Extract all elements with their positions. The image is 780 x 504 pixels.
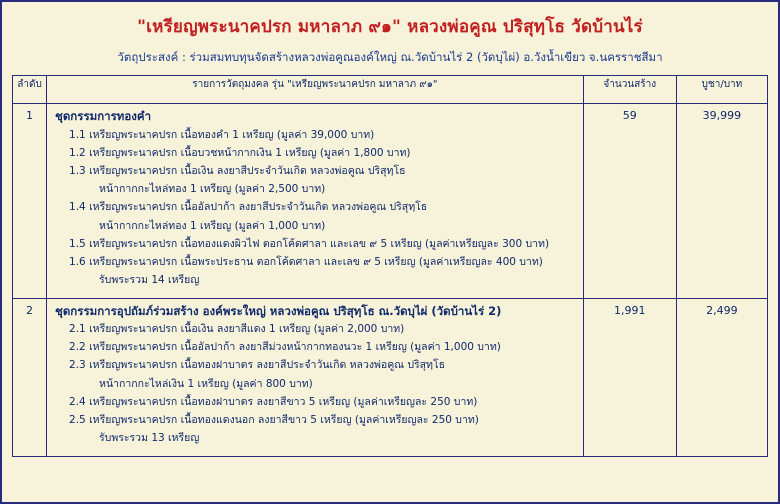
amulet-list-table	[12, 75, 768, 457]
column-header-no: ลำดับ	[13, 76, 47, 104]
table-body	[13, 104, 768, 457]
list-item: 2.3 เหรียญพระนาคปรก เนื้อทองฝาบาตร ลงยาสีประจำวันเกิด หลวงพ่อคูณ ปริสุทฺโธ	[69, 359, 446, 372]
row-quantity: 59	[583, 104, 676, 298]
list-item: 2.2 เหรียญพระนาคปรก เนื้ออัลปาก้า ลงยาสีม่วงหน้ากากทองนวะ 1 เหรียญ (มูลค่า 1,000 บาท)	[69, 341, 501, 354]
table-header-row	[13, 76, 768, 104]
row-description	[47, 298, 584, 456]
row-group-title: ชุดกรรมการอุปถัมภ์ร่วมสร้าง องค์พระใหญ่ หลวงพ่อคูณ ปริสุทฺโธ ณ.วัดบุไผ่ (วัดบ้านไร่ 2)	[55, 303, 502, 318]
column-header-quantity: จำนวนสร้าง	[583, 76, 676, 104]
column-header-description: รายการวัตถุมงคล รุ่น "เหรียญพระนาคปรก มหาลาภ ๙๑"	[47, 76, 584, 104]
row-group-title: ชุดกรรมการทองคำ	[55, 109, 152, 124]
list-item: 1.2 เหรียญพระนาคปรก เนื้อบวชหน้ากากเงิน 1 เหรียญ (มูลค่า 1,800 บาท)	[69, 146, 411, 159]
row-total-label: รับพระรวม 14 เหรียญ	[99, 274, 200, 287]
list-item: 1.5 เหรียญพระนาคปรก เนื้อทองแดงผิวไฟ ตอกโค้ดศาลา และเลข ๙ 5 เหรียญ (มูลค่าเหรียญละ 300 บาท)	[69, 237, 550, 250]
table-row	[13, 298, 768, 456]
list-item: 2.4 เหรียญพระนาคปรก เนื้อทองฝาบาตร ลงยาสีขาว 5 เหรียญ (มูลค่าเหรียญละ 250 บาท)	[69, 395, 478, 408]
row-price: 2,499	[676, 298, 767, 456]
list-item: 1.6 เหรียญพระนาคปรก เนื้อพระประธาน ตอกโค้ดศาลา และเลข ๙ 5 เหรียญ (มูลค่าเหรียญละ 400 บาท)	[69, 256, 543, 269]
row-number: 2	[13, 298, 47, 456]
list-item: 2.5 เหรียญพระนาคปรก เนื้อทองแดงนอก ลงยาสีขาว 5 เหรียญ (มูลค่าเหรียญละ 250 บาท)	[69, 414, 479, 427]
row-description	[47, 104, 584, 298]
list-item: 1.4 เหรียญพระนาคปรก เนื้ออัลปาก้า ลงยาสีประจำวันเกิด หลวงพ่อคูณ ปริสุทฺโธ	[69, 201, 428, 214]
column-header-price: บูชา/บาท	[676, 76, 767, 104]
page-subtitle: วัตถุประสงค์ : ร่วมสมทบทุนจัดสร้างหลวงพ่อคูณองค์ใหญ่ ณ.วัดบ้านไร่ 2 (วัดบุไผ่) อ.วังน้ำเขียว จ.นครราชสีมา	[117, 50, 663, 65]
table-row	[13, 104, 768, 298]
document-header	[2, 2, 778, 65]
row-price: 39,999	[676, 104, 767, 298]
list-item: 1.1 เหรียญพระนาคปรก เนื้อทองคำ 1 เหรียญ (มูลค่า 39,000 บาท)	[69, 128, 375, 141]
list-item: หน้ากากกะไหล่ทอง 1 เหรียญ (มูลค่า 2,500 บาท)	[99, 183, 326, 196]
list-item: 2.1 เหรียญพระนาคปรก เนื้อเงิน ลงยาสีแดง 1 เหรียญ (มูลค่า 2,000 บาท)	[69, 323, 405, 336]
list-item: 1.3 เหรียญพระนาคปรก เนื้อเงิน ลงยาสีประจำวันเกิด หลวงพ่อคูณ ปริสุทฺโธ	[69, 164, 406, 177]
page-title: "เหรียญพระนาคปรก มหาลาภ ๙๑" หลวงพ่อคูณ ปริสุทฺโธ วัดบ้านไร่	[137, 17, 643, 37]
table-header	[13, 76, 768, 104]
list-item: หน้ากากกะไหล่ทอง 1 เหรียญ (มูลค่า 1,000 บาท)	[99, 219, 326, 232]
row-quantity: 1,991	[583, 298, 676, 456]
list-item: หน้ากากกะไหล่เงิน 1 เหรียญ (มูลค่า 800 บาท)	[99, 377, 313, 390]
row-number: 1	[13, 104, 47, 298]
row-total-label: รับพระรวม 13 เหรียญ	[99, 432, 200, 445]
